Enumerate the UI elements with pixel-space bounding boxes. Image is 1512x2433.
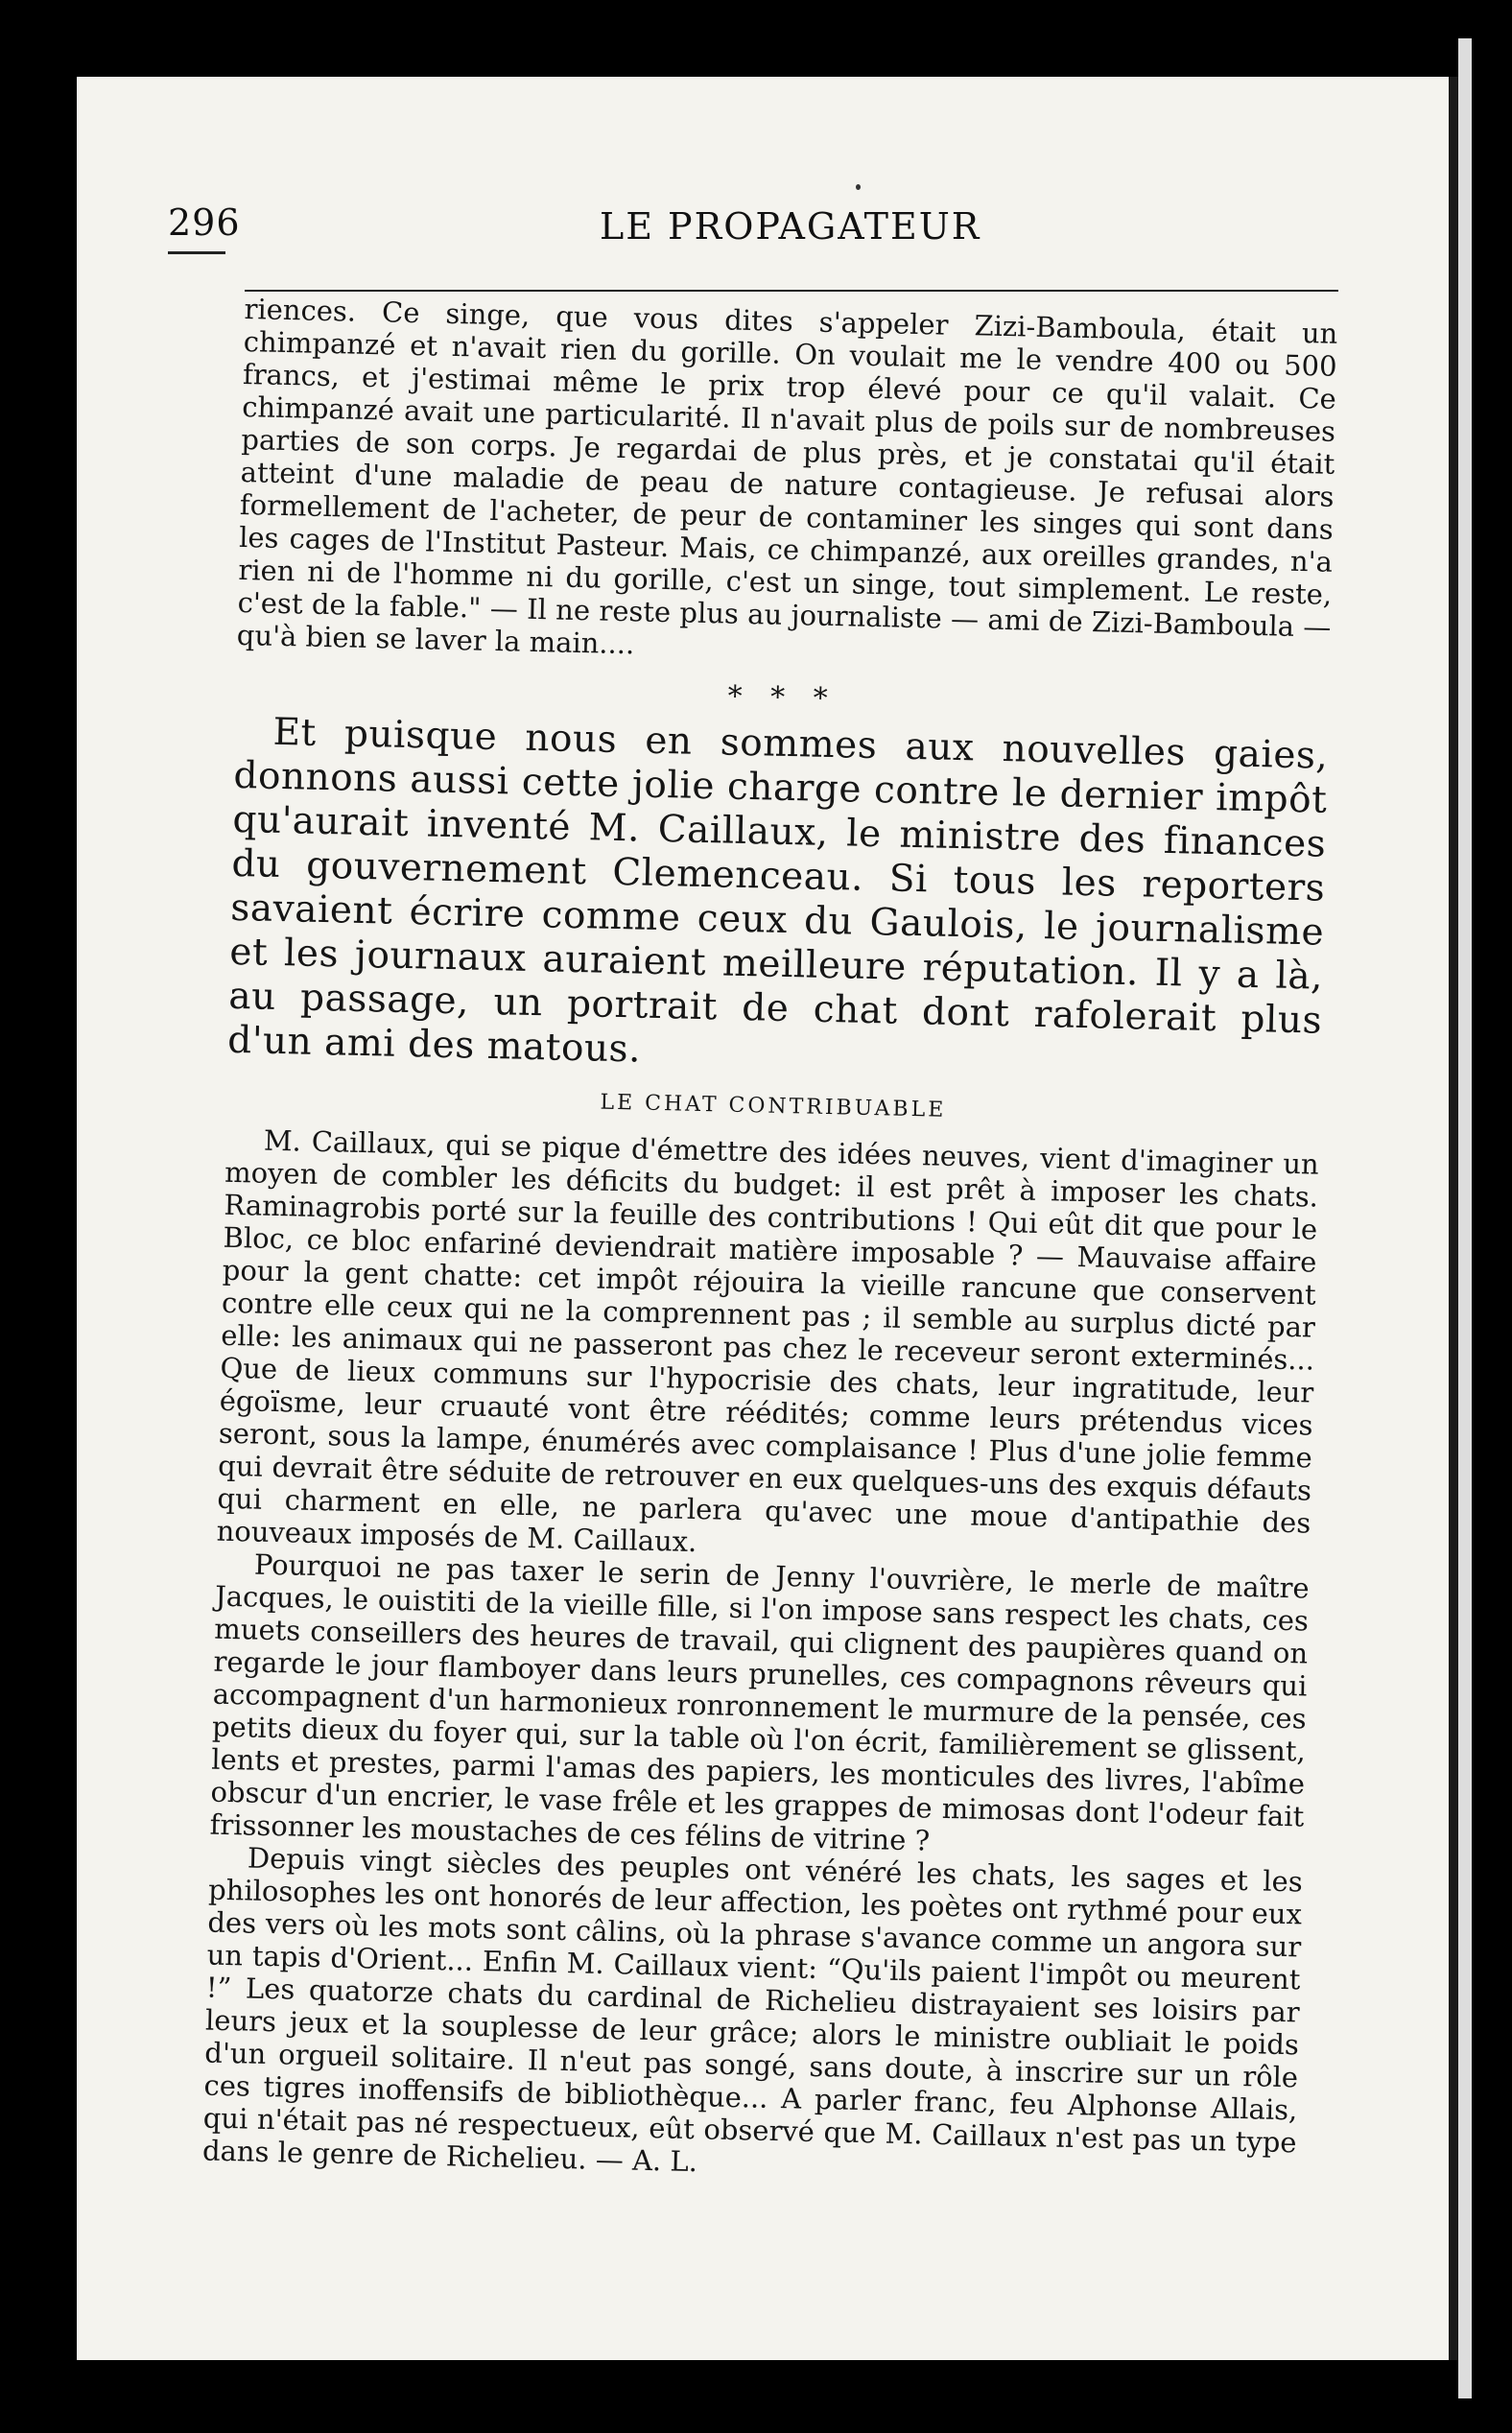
ink-speck <box>856 184 861 190</box>
page-header <box>168 201 1338 259</box>
paragraph-depuis: Depuis vingt siècles des peuples ont vénéré les chats, les sages et les philosophes les ont honorés de leur affection, les poètes ont rythmé pour eux des vers où les mots sont câlins, où la phrase s'avance comme un angora sur un tapis d'Orient... Enfin M. Caillaux vient: “Qu'ils paient l'impôt ou meurent !” Les quatorze chats du cardinal de Richelieu distrayaient ses loisirs par leurs jeux et la souplesse de leur grâce; alors le ministre oubliait le poids d'un orgueil solitaire. Il n'eut pas songé, sans doute, à inscrire sur un rôle ces tigres inoffensifs de bibliothèque... A parler franc, feu Alphonse Allais, qui n'était pas né respectueux, eût observé que M. Caillaux n'est pas un type dans le genre de Richelieu. — A. L. <box>201 1841 1304 2179</box>
paragraph-pourquoi: Pourquoi ne pas taxer le serin de Jenny l'ouvrière, le merle de maître Jacques, le ouistiti de la vieille fille, si l'on impose sans respect les chats, ces muets conseillers des heures de travail, qui clignent des paupières quand on regarde le jour flamboyer dans leurs prunelles, ces compagnons rêveurs qui accompagnent d'un harmonieux ronronnement le murmure de la pensée, ces petits dieux du foyer qui, sur la table où l'on écrit, familièrement se glissent, lents et prestes, parmi l'amas des papiers, les monticules des livres, l'abîme obscur d'un encrier, le vase frêle et les grappes de mimosas dont l'odeur fait frissonner les moustaches de ces félins de vitrine ? <box>209 1547 1311 1857</box>
header-rule-short <box>168 251 225 254</box>
running-title: LE PROPAGATEUR <box>600 205 981 248</box>
adjacent-page-edge <box>1458 38 1472 2398</box>
paragraph-caillaux: M. Caillaux, qui se pique d'émettre des idées neuves, vient d'imaginer un moyen de combler les déficits du budget: il est prêt à imposer les chats. Raminagrobis porté sur la feuille des contributions ! Qui eût dit que pour le Bloc, ce bloc enfariné deviendrait matière imposable ? — Mauvaise affaire pour la gent chatte: cet impôt réjouira la vieille rancune que conservent contre elle ceux qui ne la comprennent pas ; il semble au surplus dicté par elle: les animaux qui ne passeront pas chez le receveur seront exterminés... Que de lieux communs sur l'hypocrisie des chats, leur ingratitude, leur égoïsme, leur cruauté vont être réédités; comme leurs prétendus vices seront, sous la lampe, énumérés avec complaisance ! Plus d'une jolie femme qui devrait être séduite de retrouver en eux quelques-uns des exquis défauts qui charment en elle, ne parlera qu'avec une moue d'antipathie des nouveaux imposés de M. Caillaux. <box>216 1123 1320 1559</box>
section-separator: * * * <box>727 679 838 717</box>
article-body <box>202 293 1338 2191</box>
page-number: 296 <box>168 201 241 244</box>
paragraph-continued: riences. Ce singe, que vous dites s'appeler Zizi-Bamboula, était un chimpanzé et n'avait rien du gorille. On voulait me le vendre 400 ou 500 francs, et j'estimai même le prix trop élevé pour ce qu'il valait. Ce chimpanzé avait une particularité. Il n'avait plus de poils sur de nombreuses parties de son corps. Je regardai de plus près, et je constatai qu'il était atteint d'une maladie de peau de nature contagieuse. Je refusai alors formellement de l'acheter, de peur de contaminer les singes qui sont dans les cages de l'Institut Pasteur. Mais, ce chimpanzé, aux oreilles grandes, n'a rien ni de l'homme ni du gorille, c'est un singe, tout simplement. Le reste, c'est de la fable." — Il ne reste plus au journaliste — ami de Zizi-Bamboula — qu'à bien se laver la main.... <box>236 293 1338 661</box>
section-title: LE CHAT CONTRIBUABLE <box>600 1090 947 1122</box>
paragraph-intro: Et puisque nous en sommes aux nouvelles gaies, donnons aussi cette jolie charge contre le dernier impôt qu'aurait inventé M. Caillaux, le ministre des finances du gouvernement Clemenceau. Si tous les reporters savaient écrire comme ceux du Gaulois, le journalisme et les journaux auraient meilleure réputation. Il y a là, au passage, un portrait de chat dont rafolerait plus d'un ami des matous. <box>226 710 1329 1072</box>
header-rule <box>245 290 1338 292</box>
